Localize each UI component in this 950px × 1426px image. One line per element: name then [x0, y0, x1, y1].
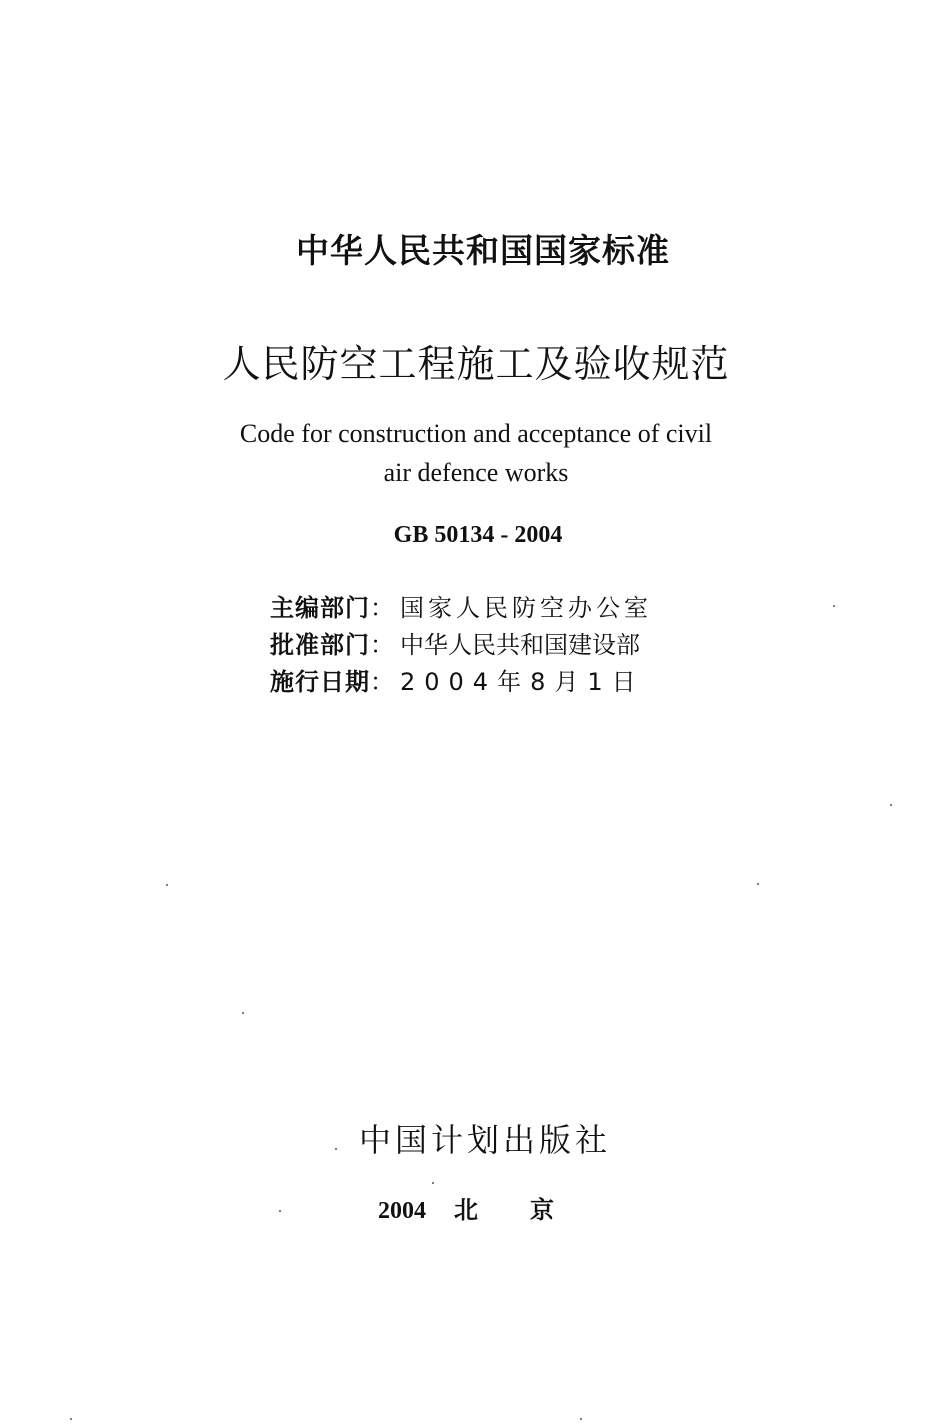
scan-speck: [335, 1148, 337, 1150]
meta-row-effective-date: [270, 664, 652, 701]
meta-value: 2004年8月1日: [400, 668, 645, 696]
publication-year: 2004: [378, 1198, 426, 1224]
meta-label: 施行日期: [270, 668, 370, 696]
scan-speck: [166, 884, 168, 886]
standard-category: 中华人民共和国国家标准: [296, 231, 670, 270]
meta-colon: ：: [370, 668, 394, 696]
english-title-line-1: Code for construction and acceptance of civil: [239, 419, 713, 448]
document-title-chinese: 人民防空工程施工及验收规范: [222, 342, 730, 386]
meta-label: 批准部门: [270, 631, 370, 659]
scan-speck: [833, 605, 835, 607]
scan-speck: [432, 1182, 434, 1184]
imprint: [378, 1190, 606, 1225]
scan-speck: [242, 1012, 244, 1014]
meta-value: 中华人民共和国建设部: [400, 631, 640, 659]
scan-speck: [70, 1418, 72, 1420]
meta-colon: ：: [370, 631, 394, 659]
publisher-name: 中国计划出版社: [358, 1121, 611, 1159]
document-meta: [270, 590, 652, 701]
scan-speck: [279, 1210, 281, 1212]
meta-label: 主编部门: [270, 594, 370, 622]
meta-value: 国家人民防空办公室: [400, 594, 652, 622]
document-title-english: [0, 414, 950, 492]
scan-speck: [757, 883, 759, 885]
scan-speck: [580, 1418, 582, 1420]
scan-speck: [890, 804, 892, 806]
standard-code: GB 50134 - 2004: [393, 522, 563, 548]
publication-city: 北京: [454, 1196, 606, 1224]
meta-row-editor: [270, 590, 652, 627]
meta-row-approver: [270, 627, 652, 664]
english-title-line-2: air defence works: [383, 458, 569, 487]
meta-colon: ：: [370, 594, 394, 622]
